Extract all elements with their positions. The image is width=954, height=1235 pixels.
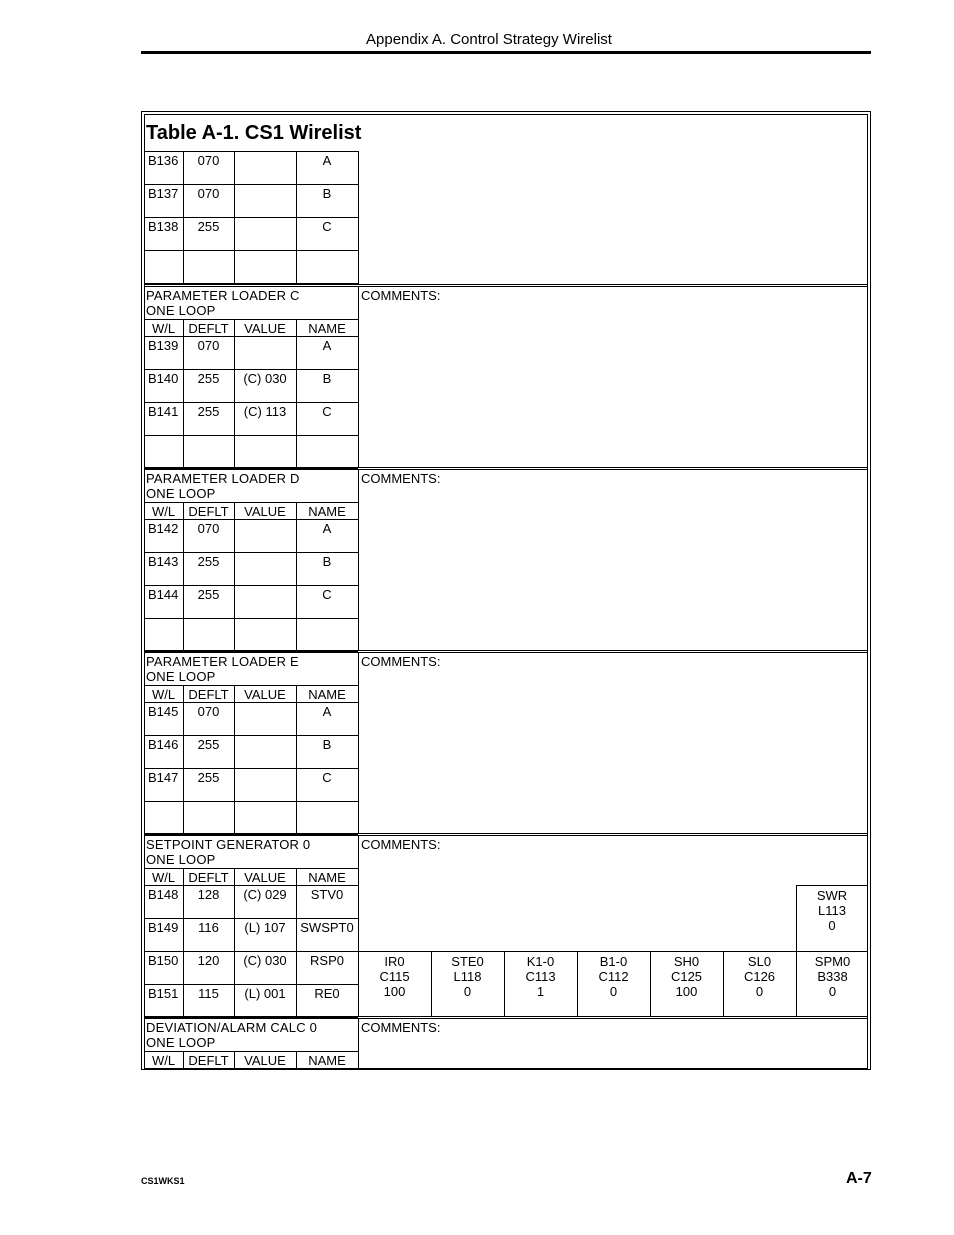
section-divider <box>144 467 868 468</box>
column-divider <box>358 519 359 651</box>
table-cell-deflt: 070 <box>197 338 220 353</box>
column-divider <box>296 702 297 834</box>
column-divider <box>183 319 184 336</box>
column-divider <box>183 151 184 283</box>
section-divider <box>144 286 868 287</box>
section-divider <box>144 650 868 651</box>
table-cell-deflt: 255 <box>197 770 220 785</box>
table-cell-name: SWSPT0 <box>300 920 354 935</box>
header-bottom-line <box>144 1068 358 1069</box>
column-header-value: VALUE <box>244 504 286 519</box>
column-divider <box>296 885 297 1017</box>
table-cell-name: B <box>322 737 332 752</box>
table-cell-name: C <box>322 404 332 419</box>
column-header-value: VALUE <box>244 1053 286 1068</box>
column-divider <box>183 519 184 651</box>
section-title: PARAMETER LOADER E <box>146 654 299 669</box>
section-divider <box>144 652 868 653</box>
swr-box-top <box>796 885 868 886</box>
table-cell-value: (C) 030 <box>243 953 287 968</box>
column-header-wl: W/L <box>151 687 176 702</box>
row-divider <box>144 184 358 185</box>
header-top-line <box>144 1051 358 1052</box>
comments-label: COMMENTS: <box>361 288 441 303</box>
column-header-name: NAME <box>308 687 346 702</box>
column-header-wl: W/L <box>151 504 176 519</box>
row-divider <box>144 217 358 218</box>
link-box-text: 0 <box>609 984 618 999</box>
column-divider <box>296 519 297 651</box>
table-cell-name: RE0 <box>314 986 340 1001</box>
table-cell-wl: B138 <box>148 219 179 234</box>
column-divider <box>234 868 235 885</box>
column-divider <box>234 1051 235 1068</box>
table-cell-deflt: 070 <box>197 704 220 719</box>
column-header-deflt: DEFLT <box>188 870 229 885</box>
table-cell-deflt: 070 <box>197 153 220 168</box>
table-cell-deflt: 070 <box>197 521 220 536</box>
column-header-value: VALUE <box>244 321 286 336</box>
column-header-value: VALUE <box>244 687 286 702</box>
table-cell-name: A <box>322 521 332 536</box>
column-header-name: NAME <box>308 1053 346 1068</box>
row-divider <box>144 951 358 952</box>
table-cell-wl: B140 <box>148 371 179 386</box>
row-divider <box>144 435 358 436</box>
table-cell-deflt: 116 <box>198 920 219 935</box>
table-cell-wl: B149 <box>148 920 179 935</box>
row-divider <box>144 585 358 586</box>
header-bottom-line <box>144 885 358 886</box>
section-title: SETPOINT GENERATOR 0 <box>146 837 311 852</box>
table-cell-wl: B150 <box>148 953 179 968</box>
comments-label: COMMENTS: <box>361 654 441 669</box>
column-header-deflt: DEFLT <box>188 321 229 336</box>
section-divider <box>144 284 868 285</box>
table-cell-deflt: 128 <box>197 887 220 902</box>
column-divider <box>183 868 184 885</box>
table-cell-deflt: 255 <box>197 404 220 419</box>
link-box-text: C125 <box>670 969 703 984</box>
column-header-deflt: DEFLT <box>188 1053 229 1068</box>
link-box-text: 100 <box>675 984 698 999</box>
row-divider <box>144 552 358 553</box>
table-cell-name: STV0 <box>310 887 344 902</box>
table-cell-wl: B139 <box>148 338 179 353</box>
column-header-deflt: DEFLT <box>188 687 229 702</box>
row-divider <box>144 801 358 802</box>
table-cell-wl: B141 <box>148 404 179 419</box>
section-divider <box>144 469 868 470</box>
column-divider <box>234 151 235 283</box>
link-box-text: SL0 <box>747 954 772 969</box>
link-box-text: 100 <box>383 984 406 999</box>
link-box-text: 0 <box>755 984 764 999</box>
table-cell-value: (L) 001 <box>244 986 286 1001</box>
column-divider <box>234 885 235 1017</box>
link-box-text: 0 <box>828 984 837 999</box>
column-divider <box>234 519 235 651</box>
table-cell-name: A <box>322 338 332 353</box>
table-cell-name: C <box>322 219 332 234</box>
table-cell-wl: B142 <box>148 521 179 536</box>
column-divider <box>183 702 184 834</box>
table-cell-name: B <box>322 371 332 386</box>
column-header-name: NAME <box>308 504 346 519</box>
column-header-value: VALUE <box>244 870 286 885</box>
link-box-text: K1-0 <box>526 954 555 969</box>
column-header-wl: W/L <box>151 870 176 885</box>
table-cell-deflt: 255 <box>197 219 220 234</box>
column-divider <box>358 336 359 468</box>
row-divider <box>144 918 358 919</box>
column-divider <box>234 319 235 336</box>
swr-box-text: 0 <box>828 918 836 933</box>
table-cell-wl: B146 <box>148 737 179 752</box>
link-box-text: B1-0 <box>599 954 628 969</box>
column-divider <box>234 502 235 519</box>
doc-id: CS1WKS1 <box>141 1176 185 1186</box>
header-top-line <box>144 685 358 686</box>
table-cell-name: RSP0 <box>310 953 344 968</box>
table-cell-wl: B144 <box>148 587 179 602</box>
column-divider <box>296 685 297 702</box>
link-box-text: B338 <box>817 969 848 984</box>
header-top-line <box>144 502 358 503</box>
running-head: Appendix A. Control Strategy Wirelist <box>366 31 612 48</box>
row-divider <box>144 369 358 370</box>
column-header-name: NAME <box>308 321 346 336</box>
column-divider <box>234 336 235 468</box>
table-cell-name: B <box>322 554 332 569</box>
link-box-text: SPM0 <box>814 954 851 969</box>
table-cell-deflt: 120 <box>197 953 220 968</box>
row-divider <box>144 618 358 619</box>
section-divider <box>144 1016 868 1017</box>
column-divider <box>296 502 297 519</box>
header-top-line <box>144 319 358 320</box>
column-divider <box>296 319 297 336</box>
table-cell-deflt: 255 <box>197 554 220 569</box>
row-divider <box>144 984 358 985</box>
section-divider <box>144 835 868 836</box>
table-cell-wl: B136 <box>148 153 179 168</box>
table-cell-name: B <box>322 186 332 201</box>
link-box-text: 0 <box>463 984 472 999</box>
header-bottom-line <box>144 336 358 337</box>
column-header-deflt: DEFLT <box>188 504 229 519</box>
header-rule <box>141 51 871 54</box>
comments-divider <box>358 151 359 284</box>
column-header-name: NAME <box>308 870 346 885</box>
table-cell-value: (C) 113 <box>243 404 287 419</box>
table-cell-name: A <box>322 153 332 168</box>
section-subtitle: ONE LOOP <box>146 303 216 318</box>
column-divider <box>296 151 297 283</box>
table-cell-value: (C) 029 <box>243 887 287 902</box>
link-box-text: C115 <box>379 969 410 984</box>
swr-box-text: SWR <box>816 888 848 903</box>
section-subtitle: ONE LOOP <box>146 852 216 867</box>
comments-label: COMMENTS: <box>361 837 441 852</box>
link-box-text: STE0 <box>451 954 484 969</box>
comments-divider <box>358 1019 359 1068</box>
link-box-text: C113 <box>525 969 556 984</box>
table-cell-deflt: 255 <box>197 737 220 752</box>
section-title: PARAMETER LOADER C <box>146 288 300 303</box>
row-divider <box>144 151 358 152</box>
column-divider <box>183 885 184 1017</box>
table-cell-name: C <box>322 770 332 785</box>
section-divider <box>144 833 868 834</box>
column-header-wl: W/L <box>151 321 176 336</box>
table-cell-value: (L) 107 <box>244 920 286 935</box>
link-box-top <box>358 951 868 952</box>
table-cell-deflt: 255 <box>197 371 220 386</box>
section-title: DEVIATION/ALARM CALC 0 <box>146 1020 318 1035</box>
section-divider <box>144 1018 868 1019</box>
table-cell-deflt: 255 <box>197 587 220 602</box>
row-divider <box>144 735 358 736</box>
link-box-text: IR0 <box>384 954 405 969</box>
table-cell-wl: B137 <box>148 186 179 201</box>
header-top-line <box>144 868 358 869</box>
table-cell-name: C <box>322 587 332 602</box>
column-divider <box>183 685 184 702</box>
section-subtitle: ONE LOOP <box>146 1035 216 1050</box>
column-divider <box>234 702 235 834</box>
link-box-text: SH0 <box>673 954 700 969</box>
table-cell-wl: B147 <box>148 770 179 785</box>
column-divider <box>296 1051 297 1068</box>
column-divider <box>234 685 235 702</box>
table-title: Table A-1. CS1 Wirelist <box>146 122 362 144</box>
section-subtitle: ONE LOOP <box>146 669 216 684</box>
column-divider <box>358 702 359 834</box>
row-divider <box>144 250 358 251</box>
table-cell-value: (C) 030 <box>243 371 287 386</box>
column-header-wl: W/L <box>151 1053 176 1068</box>
comments-label: COMMENTS: <box>361 1020 441 1035</box>
table-cell-wl: B143 <box>148 554 179 569</box>
page-number: A-7 <box>846 1170 872 1187</box>
column-divider <box>183 1051 184 1068</box>
header-bottom-line <box>144 702 358 703</box>
link-box-text: C126 <box>743 969 776 984</box>
link-box-text: 1 <box>536 984 545 999</box>
table-cell-deflt: 070 <box>197 186 220 201</box>
column-divider <box>296 868 297 885</box>
column-divider <box>183 502 184 519</box>
table-cell-deflt: 115 <box>198 986 219 1001</box>
header-bottom-line <box>144 519 358 520</box>
link-box-text: L118 <box>453 969 482 984</box>
row-divider <box>144 768 358 769</box>
swr-box-text: L113 <box>818 903 846 918</box>
table-cell-name: A <box>322 704 332 719</box>
section-subtitle: ONE LOOP <box>146 486 216 501</box>
row-divider <box>144 402 358 403</box>
link-box-text: C112 <box>598 969 629 984</box>
section-title: PARAMETER LOADER D <box>146 471 300 486</box>
table-cell-wl: B145 <box>148 704 179 719</box>
comments-label: COMMENTS: <box>361 471 441 486</box>
table-cell-wl: B148 <box>148 887 179 902</box>
table-cell-wl: B151 <box>148 986 179 1001</box>
column-divider <box>296 336 297 468</box>
column-divider <box>183 336 184 468</box>
